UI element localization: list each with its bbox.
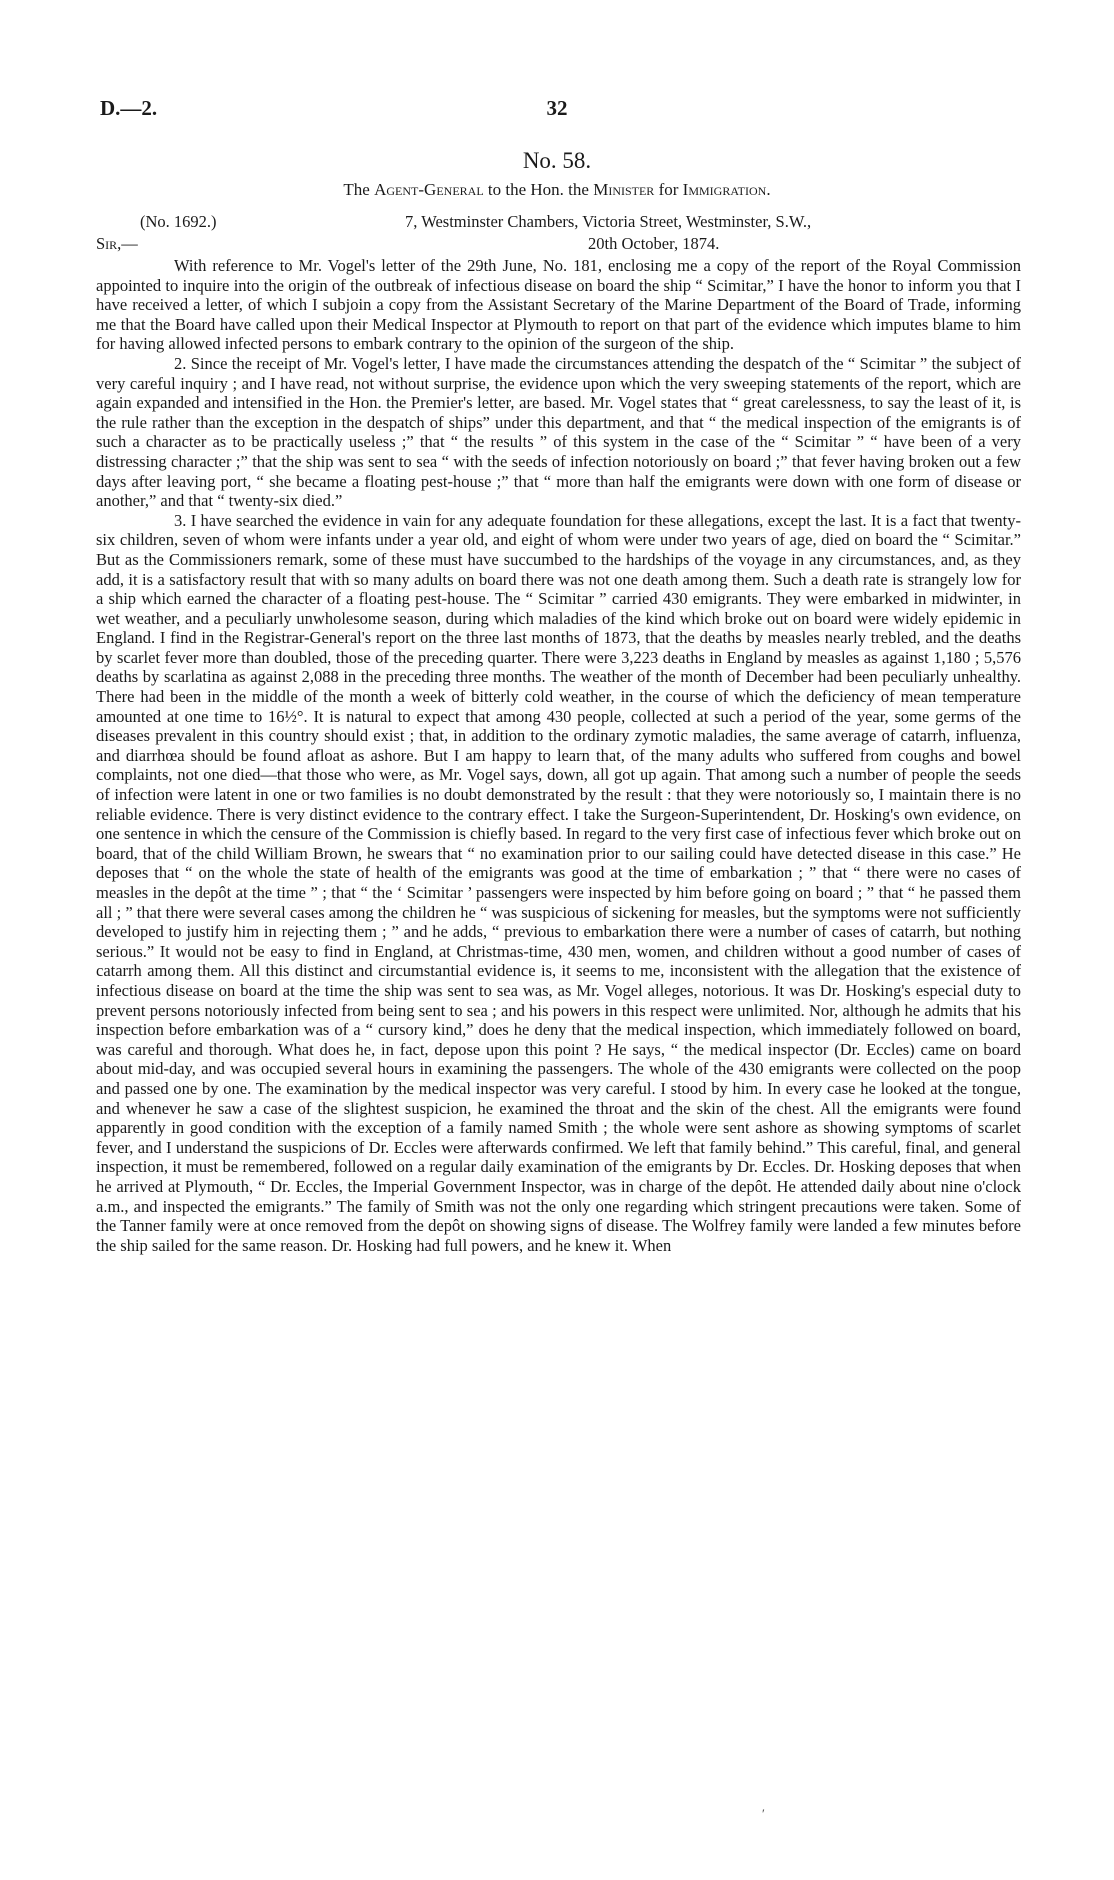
page-number: 32	[546, 96, 568, 120]
salutation: Sir,—	[96, 234, 138, 253]
letter-date: 20th October, 1874.	[588, 234, 720, 253]
letter-reference: (No. 1692.)	[140, 212, 217, 231]
letter-body	[96, 256, 1021, 1255]
letter-heading	[0, 180, 1114, 200]
heading-sender: Agent-General	[374, 180, 484, 199]
heading-text: to the Hon. the	[483, 180, 594, 199]
paragraph: With reference to Mr. Vogel's letter of the 29th June, No. 181, enclosing me a copy of the report of the Royal Commission appointed to inquire into the origin of the outbreak of infectious disease on board the ship “ Scimitar,” I have the honor to inform you that I have received a letter, of which I subjoin a copy from the Assistant Secretary of the Marine Department of the Board of Trade, informing me that the Board have called upon their Medical Inspector at Plymouth to report on that part of the evidence which imputes blame to him for having allowed infected persons to embark contrary to the opinion of the surgeon of the ship.	[96, 256, 1021, 354]
footer-mark: ′	[762, 1806, 765, 1821]
paragraph: 3. I have searched the evidence in vain for any adequate foundation for these allegations, except the last. It is a fact that twenty-six children, seven of whom were infants under a year old, and eight of whom were under two years of age, died on board the “ Scimitar.” But as the Commissioners remark, some of these must have succumbed to the hardships of the voyage in any circumstances, and, as they add, it is a satisfactory result that with so many adults on board there was not one death among them. Such a death rate is strangely low for a ship which earned the character of a floating pest-house. The “ Scimitar ” carried 430 emigrants. They were embarked in midwinter, in wet weather, and a peculiarly unwholesome season, during which maladies of the kind which broke out on board were widely epidemic in England. I find in the Registrar-General's report on the three last months of 1873, that the deaths by measles nearly trebled, and the deaths by scarlet fever more than doubled, those of the preceding quarter. There were 3,223 deaths in England by measles as against 1,180 ; 5,576 deaths by scarlatina as against 2,088 in the preceding three months. The weather of the month of December had been peculiarly unhealthy. There had been in the middle of the month a week of bitterly cold weather, in the course of which the deficiency of mean temperature amounted at one time to 16½°. It is natural to expect that among 430 people, collected at such a period of the year, some germs of the diseases prevalent in this country should exist ; that, in addition to the ordinary zymotic maladies, the same average of catarrh, influenza, and diarrhœa should be found afloat as ashore. But I am happy to learn that, of the many adults who suffered from coughs and bowel complaints, not one died—that those who were, as Mr. Vogel says, down, all got up again. That among such a number of people the seeds of infection were latent in one or two families is no doubt demonstrated by the result : that they were notoriously so, I maintain there is no reliable evidence. There is very distinct evidence to the contrary effect. I take the Surgeon-Superintendent, Dr. Hosking's own evidence, on one sentence in which the censure of the Commission is chiefly based. In regard to the very first case of infectious fever which broke out on board, that of the child William Brown, he swears that “ no examination prior to our sailing could have detected disease in this case.” He deposes that “ on the whole the state of health of the emigrants was good at the time of embarkation ; ” that “ there were no cases of measles in the depôt at the time ” ; that “ the ‘ Scimitar ’ passengers were inspected by him before going on board ; ” that “ he passed them all ; ” that there were several cases among the children he “ was suspicious of sickening for measles, but the symptoms were not sufficiently developed to justify him in rejecting them ; ” and he adds, “ previous to embarkation there were a number of cases of catarrh, but nothing serious.” It would not be easy to find in England, at Christmas-time, 430 men, women, and children without a good number of cases of catarrh among them. All this distinct and circumstantial evidence is, it seems to me, inconsistent with the allegation that the existence of infectious disease on board at the time the ship was sent to sea was, as Mr. Vogel alleges, notorious. It was Dr. Hosking's especial duty to prevent persons notoriously infected from being sent to sea ; and his powers in this respect were unlimited. Nor, although he admits that his inspection before embarkation was of a “ cursory kind,” does he deny that the medical inspection, which immediately followed on board, was careful and thorough. What does he, in fact, depose upon this point ? He says, “ the medical inspector (Dr. Eccles) came on board about mid-day, and was occupied several hours in examining the passengers. The whole of the 430 emigrants were collected on the poop and passed one by one. The examination by the medical inspector was very careful. I stood by him. In every case he looked at the tongue, and whenever he saw a case of the slightest suspicion, he examined the throat and the skin of the chest. All the emigrants were found apparently in good condition with the exception of a family named Smith ; the whole were sent ashore as showing symptoms of scarlet fever, and I understand the suspicions of Dr. Eccles were afterwards confirmed. We left that family behind.” This careful, final, and general inspection, it must be remembered, followed on a regular daily examination of the emigrants by Dr. Eccles. Dr. Hosking deposes that when he arrived at Plymouth, “ Dr. Eccles, the Imperial Government Inspector, was in charge of the depôt. He attended daily about nine o'clock a.m., and inspected the emigrants.” The family of Smith was not the only one regarding which stringent precautions were taken. Some of the Tanner family were at once removed from the depôt on showing signs of disease. The Wolfrey family were landed a few minutes before the ship sailed for the same reason. Dr. Hosking had full powers, and he knew it. When	[96, 510, 1021, 1255]
paragraph: 2. Since the receipt of Mr. Vogel's letter, I have made the circumstances attending the despatch of the “ Scimitar ” the subject of very careful inquiry ; and I have read, not without surprise, the evidence upon which the very sweeping statements of the report, which are again expanded and intensified in the Hon. the Premier's letter, are based. Mr. Vogel states that “ great carelessness, to say the least of it, is the rule rather than the exception in the despatch of ships” under this department, and that “ the medical inspection of the emigrants is of such a character as to be practically useless ;” that “ the results ” of this system in the case of the “ Scimitar ” “ have been of a very distressing character ;” that the ship was sent to sea “ with the seeds of infection notoriously on board ;” that fever having broken out a few days after leaving port, “ she became a floating pest-house ;” that “ more than half the emigrants were down with one form of disease or another,” and that “ twenty-six died.”	[96, 353, 1021, 511]
heading-recipient: Minister	[593, 180, 655, 199]
document-code: D.—2.	[100, 96, 158, 120]
running-header	[100, 96, 1014, 122]
letter-number: No. 58.	[522, 148, 592, 173]
heading-text: .	[766, 180, 771, 199]
heading-text: for	[654, 180, 683, 199]
heading-text: The	[343, 180, 375, 199]
heading-department: Immigration	[682, 180, 767, 199]
sender-address: 7, Westminster Chambers, Victoria Street, Westminster, S.W.,	[405, 212, 812, 231]
